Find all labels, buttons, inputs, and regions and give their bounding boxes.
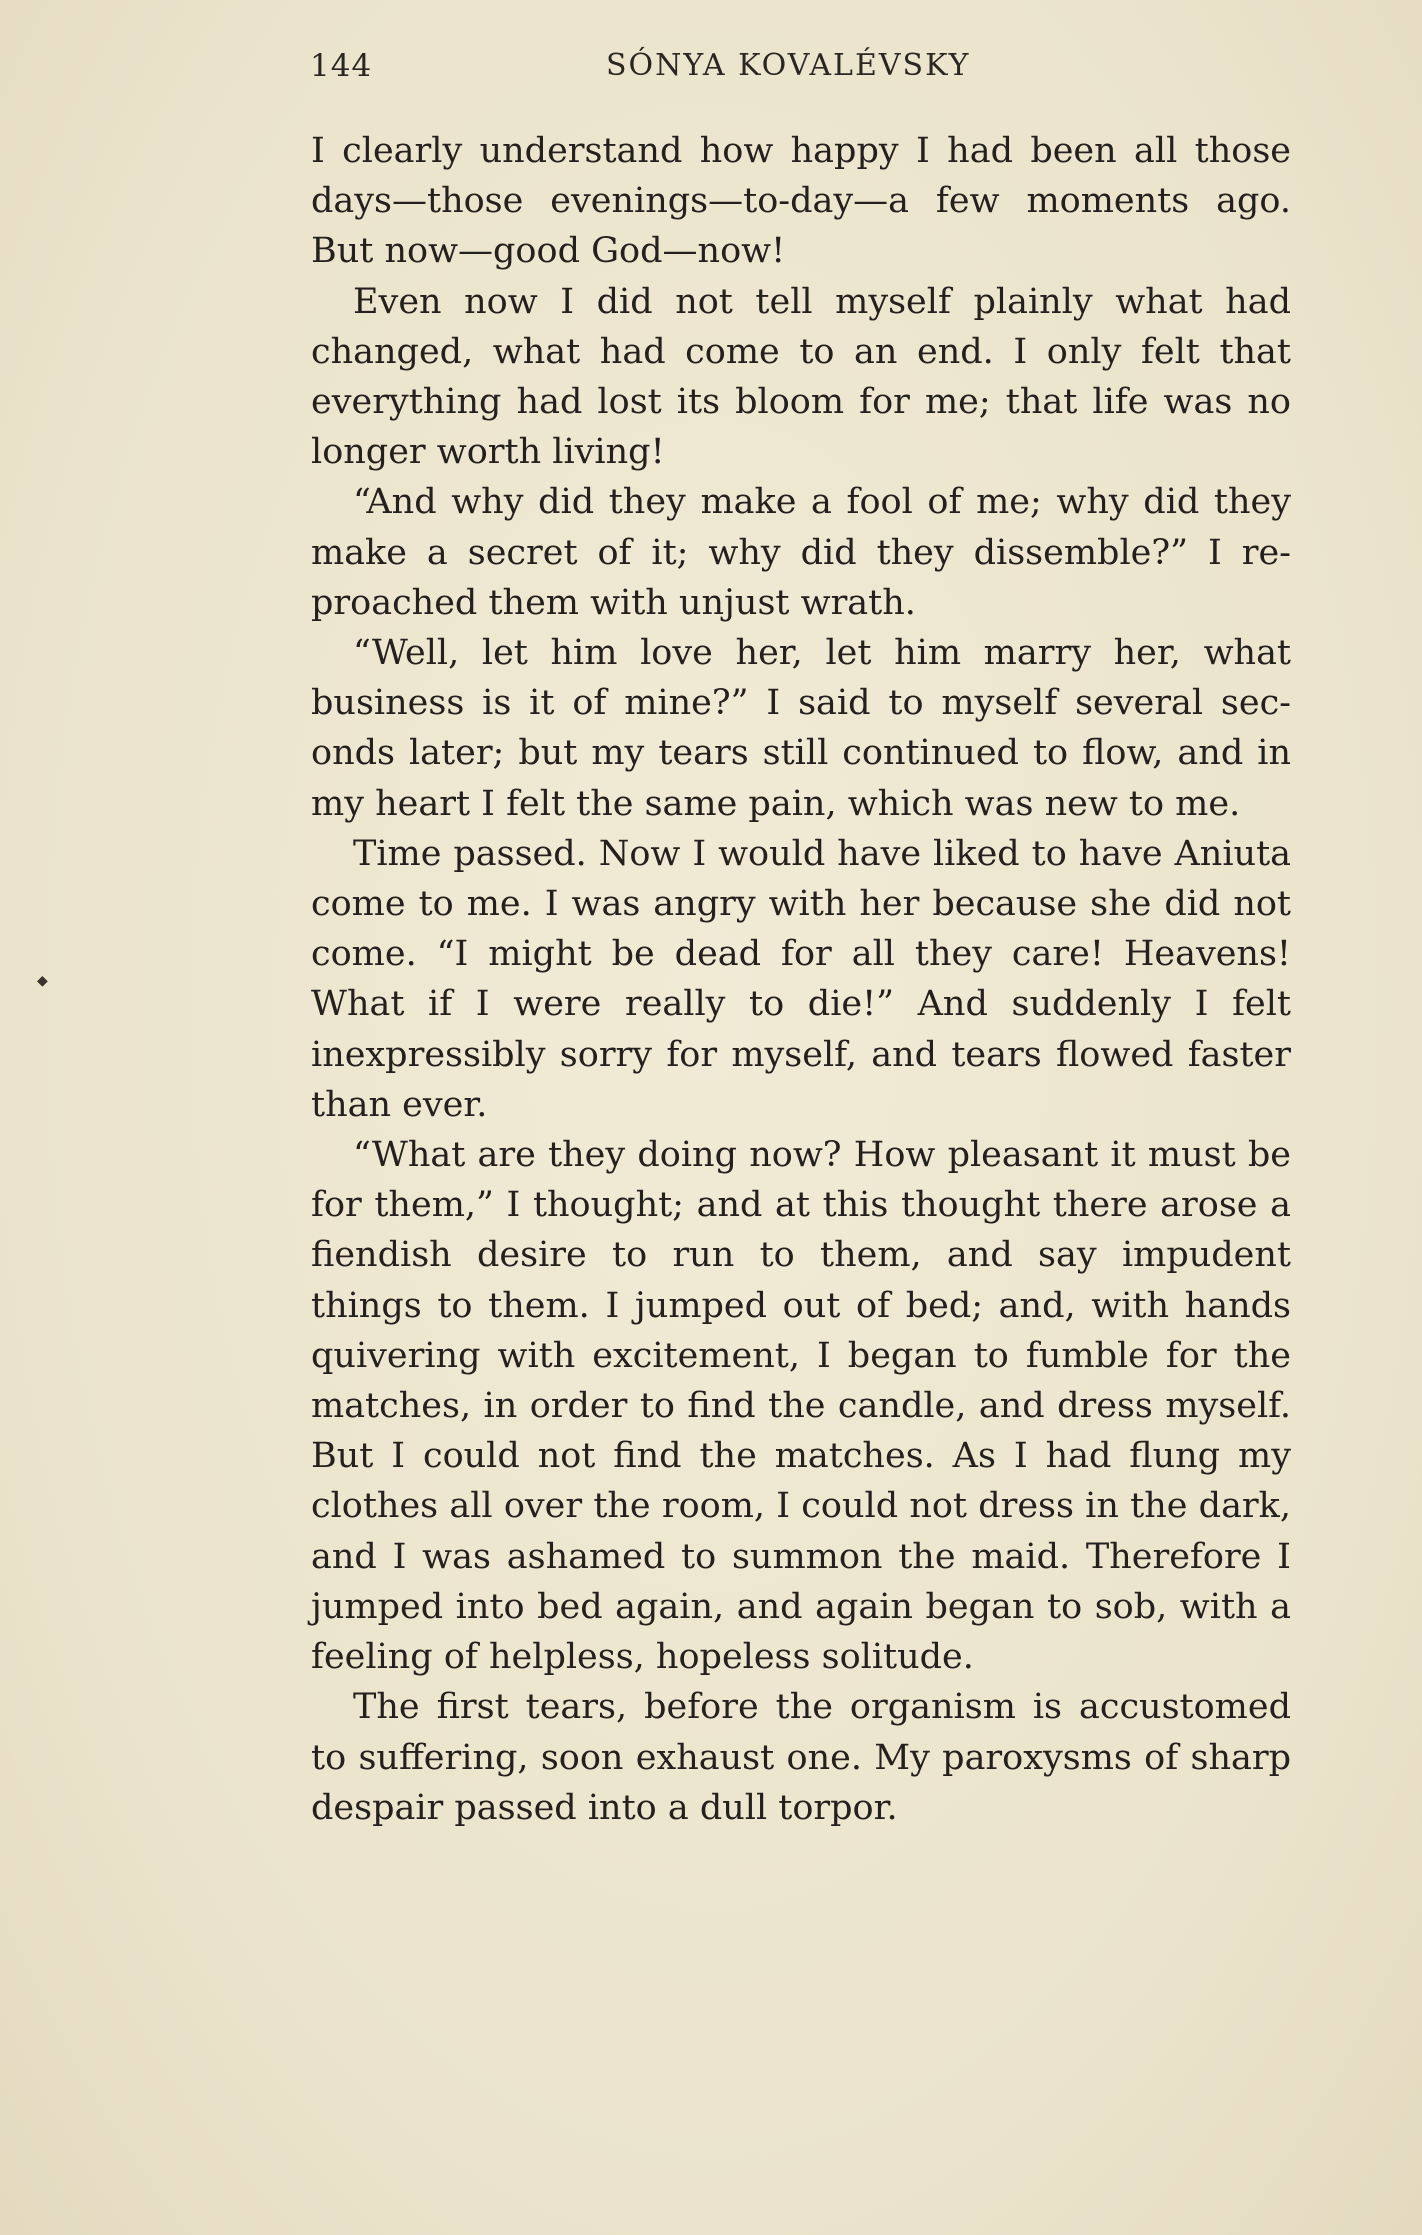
paragraph: Even now I did not tell myself plainly what had changed, what had come to an end. I only felt that everything had lost its bloom for me; that life was no longer worth living! — [311, 281, 1291, 473]
running-head — [310, 48, 1310, 88]
paragraph: “What are they doing now? How pleasant it must be for them,” I thought; and at this thought there arose a fiendish desire to run to them, and say impudent things to them. I jumped out of bed; and, with hands quivering with excitement, I began to fumble for the matches, in order to find the candle, and dress myself. But I could not find the matches. As I had flung my clothes all over the room, I could not dress in the dark, and I was ashamed to summon the maid. Therefore I jumped into bed again, and again began to sob, with a feeling of helpless, hopeless solitude. — [311, 1135, 1291, 1678]
running-title: SÓNYA KOVALÉVSKY — [606, 48, 971, 83]
paragraph: “Well, let him love her, let him marry her, what business is it of mine?” I said to myself several seconds later; but my tears still continued to flow, and in my heart I felt the same pain, which was new to me. — [311, 633, 1291, 824]
body-text — [311, 126, 1291, 1833]
paragraph: I clearly understand how happy I had been all those days—those evenings—to-day—a few moments ago. But now—good God—now! — [311, 131, 1291, 272]
paragraph: Time passed. Now I would have liked to have Aniuta come to me. I was angry with her because she did not come. “I might be dead for all they care! Heavens! What if I were really to die!” And suddenly I felt inexpressibly sorry for myself, and tears flowed faster than ever. — [311, 833, 1291, 1125]
paragraph: “And why did they make a fool of me; why did they make a secret of it; why did they dissemble?” I reproached them with unjust wrath. — [311, 482, 1291, 623]
paragraph: The first tears, before the organism is accustomed to suffering, soon exhaust one. My paroxysms of sharp despair passed into a dull torpor. — [311, 1687, 1291, 1828]
page-number: 144 — [310, 48, 373, 84]
margin-speck-decoration: ◆ — [37, 974, 48, 989]
